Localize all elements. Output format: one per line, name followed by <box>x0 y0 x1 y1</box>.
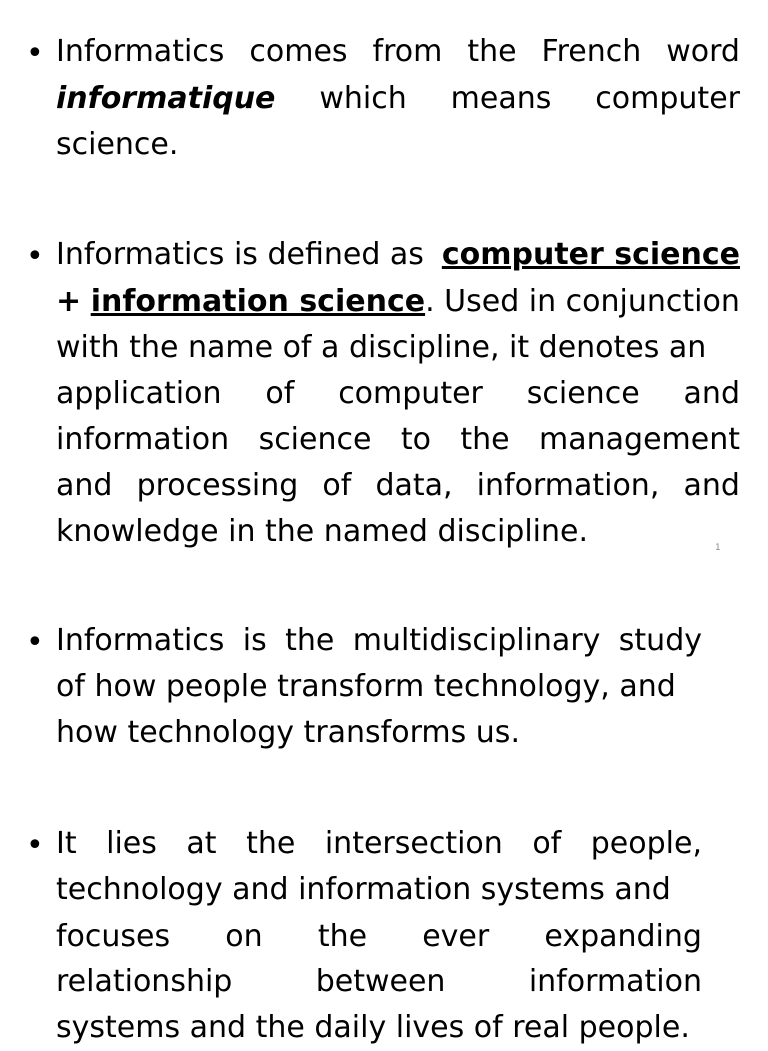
paragraph-1-line-2: informatique which means computer <box>56 76 740 122</box>
paragraph-2-line-7: knowledge in the named discipline. <box>56 514 589 549</box>
underlined-term: computer science <box>441 237 740 272</box>
paragraph-3-line-2: of how people transform technology, and <box>56 669 676 704</box>
page-number: 1 <box>715 543 721 553</box>
paragraph-4-line-2: technology and information systems and <box>56 872 671 907</box>
underlined-term: information science <box>90 284 426 319</box>
emphasized-term: informatique <box>56 81 276 116</box>
paragraph-1-line-1: Informatics comes from the French word <box>56 34 740 69</box>
bullet-marker: • <box>26 239 44 274</box>
paragraph-2-line-2: + information science. Used in conjunction <box>56 284 740 319</box>
paragraph-3-line-3: how technology transforms us. <box>56 715 520 750</box>
paragraph-2-line-5: information science to the management <box>56 422 740 457</box>
paragraph-4-line-4: relationship between information <box>56 964 702 999</box>
paragraph-1-line-3: science. <box>56 127 179 162</box>
paragraph-2-line-4: application of computer science and <box>56 376 740 411</box>
bullet-marker: • <box>26 36 44 71</box>
paragraph-4-line-5: systems and the daily lives of real people. <box>56 1010 690 1045</box>
bullet-marker: • <box>26 625 44 660</box>
paragraph-4-line-3: focuses on the ever expanding <box>56 919 702 954</box>
bullet-marker: • <box>26 828 44 863</box>
paragraph-2-line-6: and processing of data, information, and <box>56 468 740 503</box>
paragraph-4-line-1: It lies at the intersection of people, <box>56 826 702 861</box>
paragraph-3-line-1: Informatics is the multidisciplinary study <box>56 623 702 658</box>
paragraph-2-line-3: with the name of a discipline, it denotes an <box>56 330 707 365</box>
paragraph-2-line-1: Informatics is defined as computer science <box>56 232 740 278</box>
